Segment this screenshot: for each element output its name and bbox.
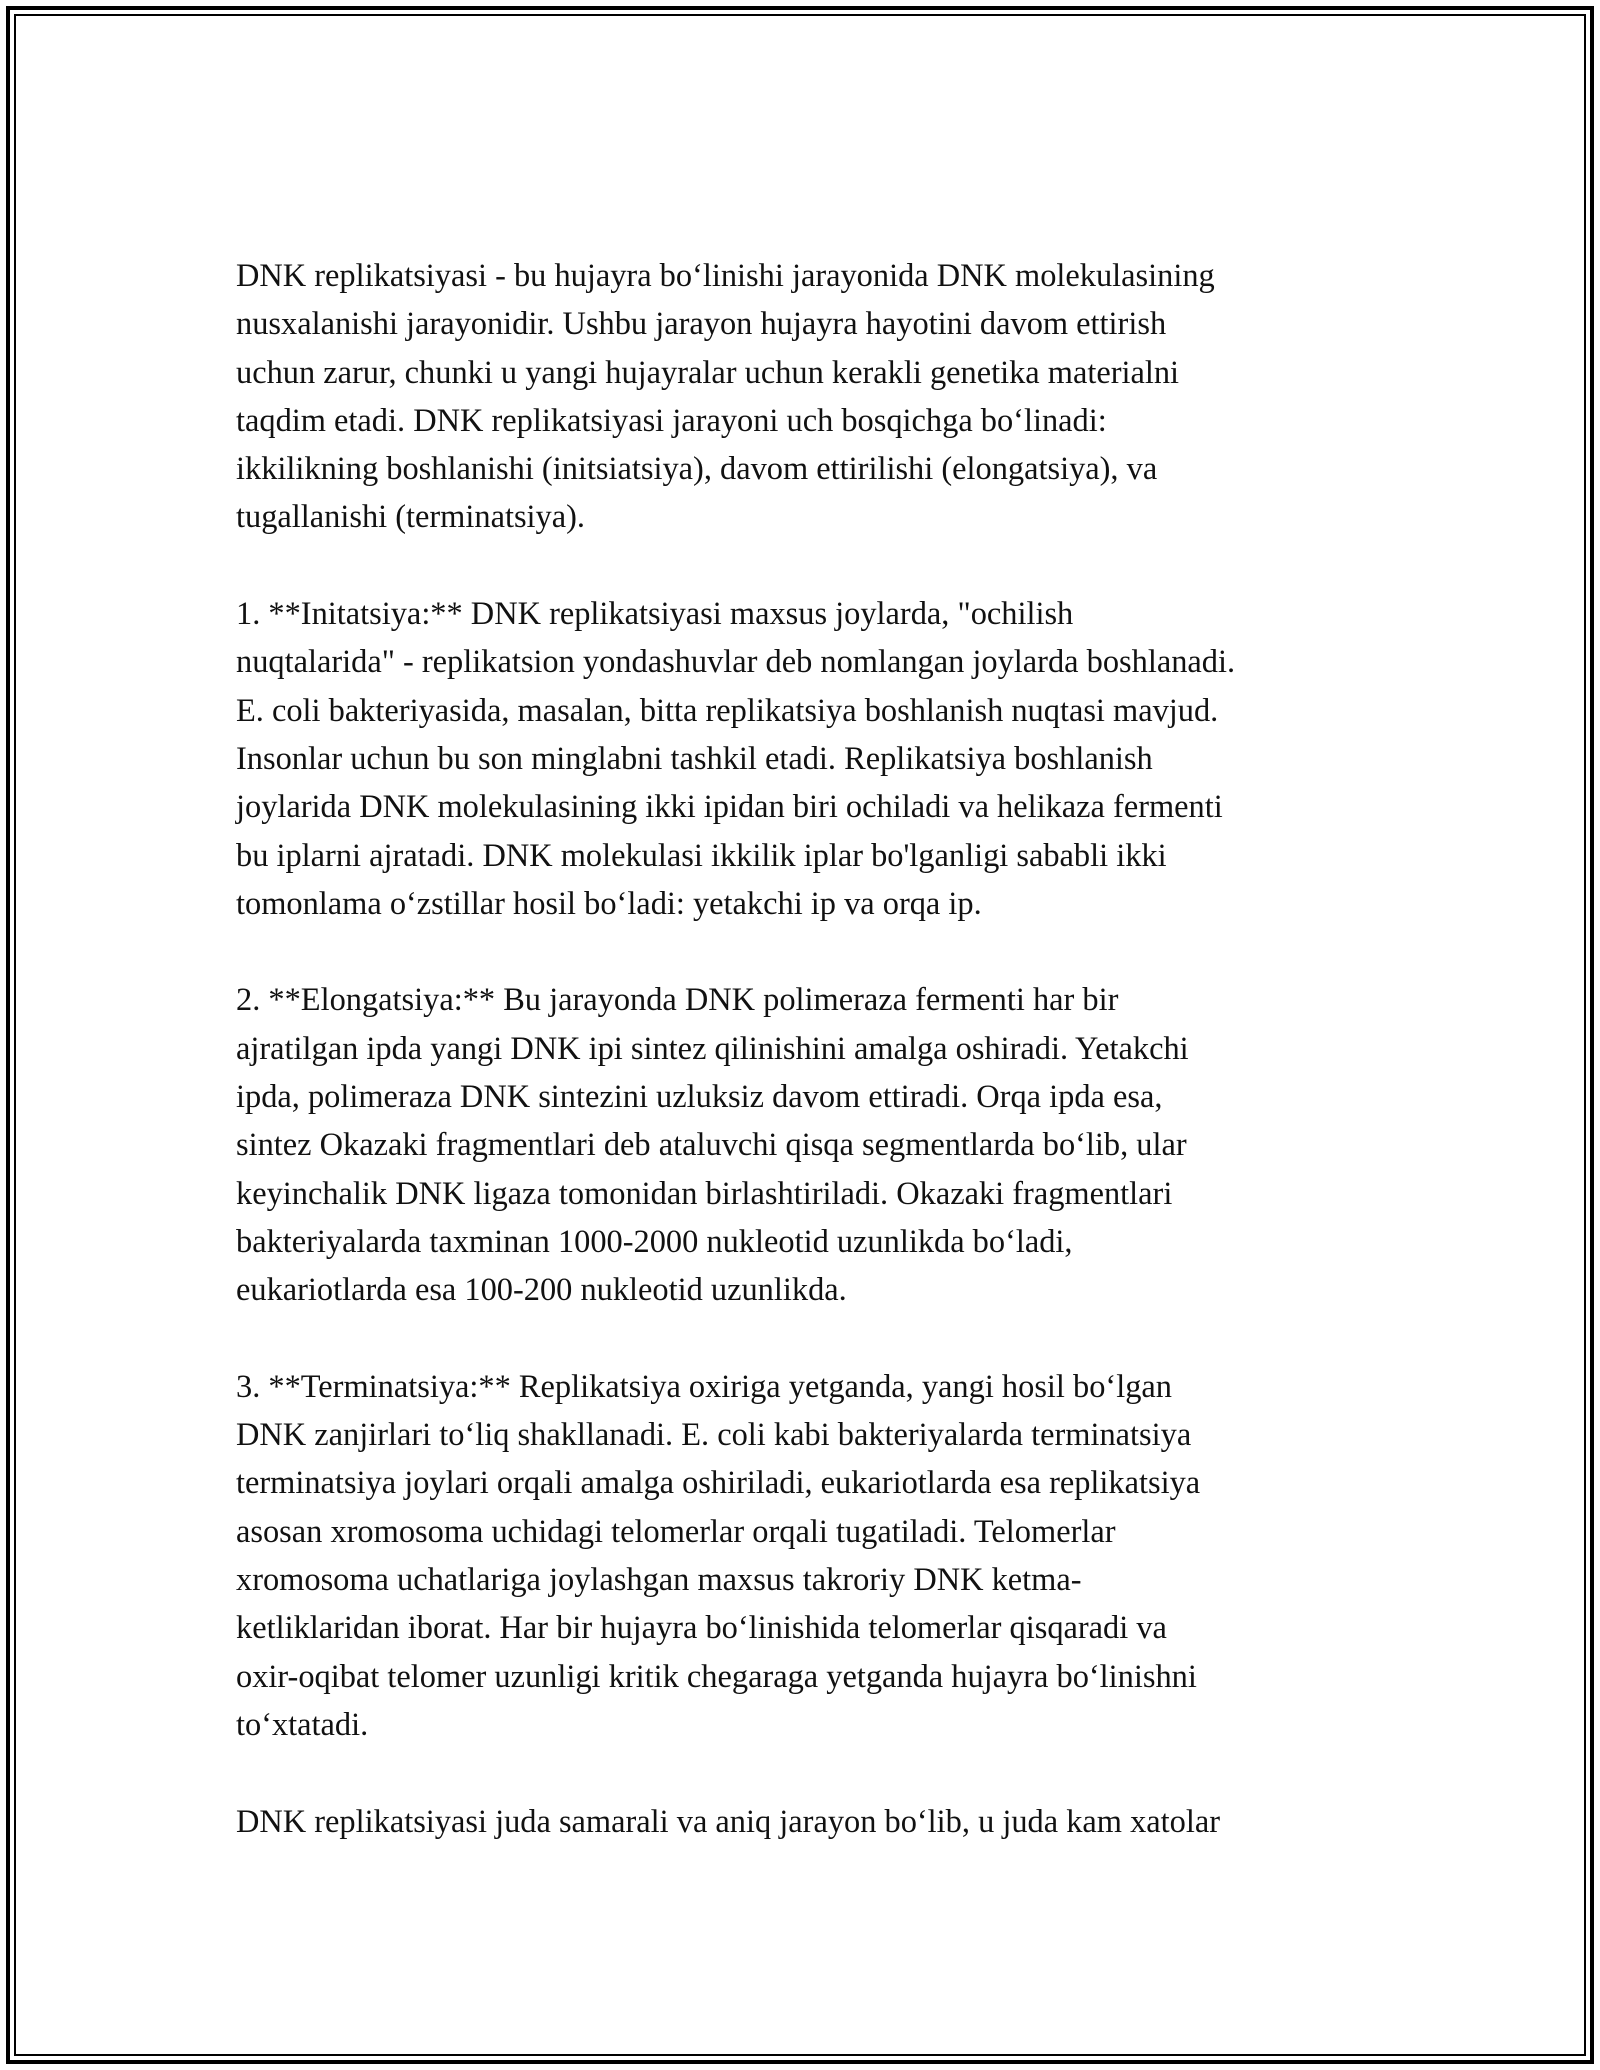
text-line: ajratilgan ipda yangi DNK ipi sintez qilinishini amalga oshiradi. Yetakchi: [236, 1030, 1189, 1067]
document-body: [236, 252, 1384, 1894]
text-line: 3. **Terminatsiya:** Replikatsiya oxiriga yetganda, yangi hosil bo‘lgan: [236, 1368, 1172, 1405]
paragraph-initiation: [236, 590, 1384, 928]
text-line: asosan xromosoma uchidagi telomerlar orqali tugatiladi. Telomerlar: [236, 1513, 1116, 1550]
text-line: bakteriyalarda taxminan 1000-2000 nukleotid uzunlikda bo‘ladi,: [236, 1223, 1073, 1260]
paragraph-termination: [236, 1363, 1384, 1749]
text-line: joylarida DNK molekulasining ikki ipidan biri ochiladi va helikaza fermenti: [236, 789, 1223, 826]
paragraph-conclusion: [236, 1798, 1384, 1846]
paragraph-elongation: [236, 976, 1384, 1314]
text-line: nusxalanishi jarayonidir. Ushbu jarayon hujayra hayotini davom ettirish: [236, 306, 1167, 343]
text-line: E. coli bakteriyasida, masalan, bitta replikatsiya boshlanish nuqtasi mavjud.: [236, 692, 1219, 729]
text-line: tomonlama o‘zstillar hosil bo‘ladi: yetakchi ip va orqa ip.: [236, 885, 982, 922]
text-line: to‘xtatadi.: [236, 1706, 369, 1743]
text-line: 2. **Elongatsiya:** Bu jarayonda DNK polimeraza fermenti har bir: [236, 982, 1119, 1019]
text-line: DNK replikatsiyasi juda samarali va aniq jarayon bo‘lib, u juda kam xatolar: [236, 1803, 1221, 1840]
text-line: DNK replikatsiyasi - bu hujayra bo‘linishi jarayonida DNK molekulasining: [236, 258, 1215, 294]
text-line: ketliklaridan iborat. Har bir hujayra bo‘linishida telomerlar qisqaradi va: [236, 1610, 1167, 1647]
text-line: eukariotlarda esa 100-200 nukleotid uzunlikda.: [236, 1272, 847, 1309]
text-line: nuqtalarida" - replikatsion yondashuvlar deb nomlangan joylarda boshlanadi.: [236, 644, 1236, 681]
paragraph-intro: [236, 252, 1384, 542]
text-line: tugallanishi (terminatsiya).: [236, 499, 586, 536]
text-line: keyinchalik DNK ligaza tomonidan birlashtiriladi. Okazaki fragmentlari: [236, 1175, 1173, 1212]
text-line: oxir-oqibat telomer uzunligi kritik chegaraga yetganda hujayra bo‘linishni: [236, 1658, 1197, 1695]
text-line: uchun zarur, chunki u yangi hujayralar uchun kerakli genetika materialni: [236, 354, 1180, 391]
text-line: bu iplarni ajratadi. DNK molekulasi ikkilik iplar bo'lganligi sababli ikki: [236, 837, 1167, 874]
text-line: 1. **Initatsiya:** DNK replikatsiyasi maxsus joylarda, "ochilish: [236, 596, 1074, 633]
text-line: sintez Okazaki fragmentlari deb ataluvchi qisqa segmentlarda bo‘lib, ular: [236, 1127, 1187, 1164]
text-line: ikkilikning boshlanishi (initsiatsiya), davom ettirilishi (elongatsiya), va: [236, 451, 1158, 488]
text-line: Insonlar uchun bu son minglabni tashkil etadi. Replikatsiya boshlanish: [236, 740, 1153, 777]
text-line: taqdim etadi. DNK replikatsiyasi jarayoni uch bosqichga bo‘linadi:: [236, 402, 1107, 439]
text-line: terminatsiya joylari orqali amalga oshiriladi, eukariotlarda esa replikatsiya: [236, 1465, 1201, 1502]
text-line: ipda, polimeraza DNK sintezini uzluksiz davom ettiradi. Orqa ipda esa,: [236, 1079, 1163, 1116]
text-line: xromosoma uchatlariga joylashgan maxsus takroriy DNK ketma-: [236, 1562, 1082, 1599]
text-line: DNK zanjirlari to‘liq shakllanadi. E. coli kabi bakteriyalarda terminatsiya: [236, 1417, 1192, 1454]
